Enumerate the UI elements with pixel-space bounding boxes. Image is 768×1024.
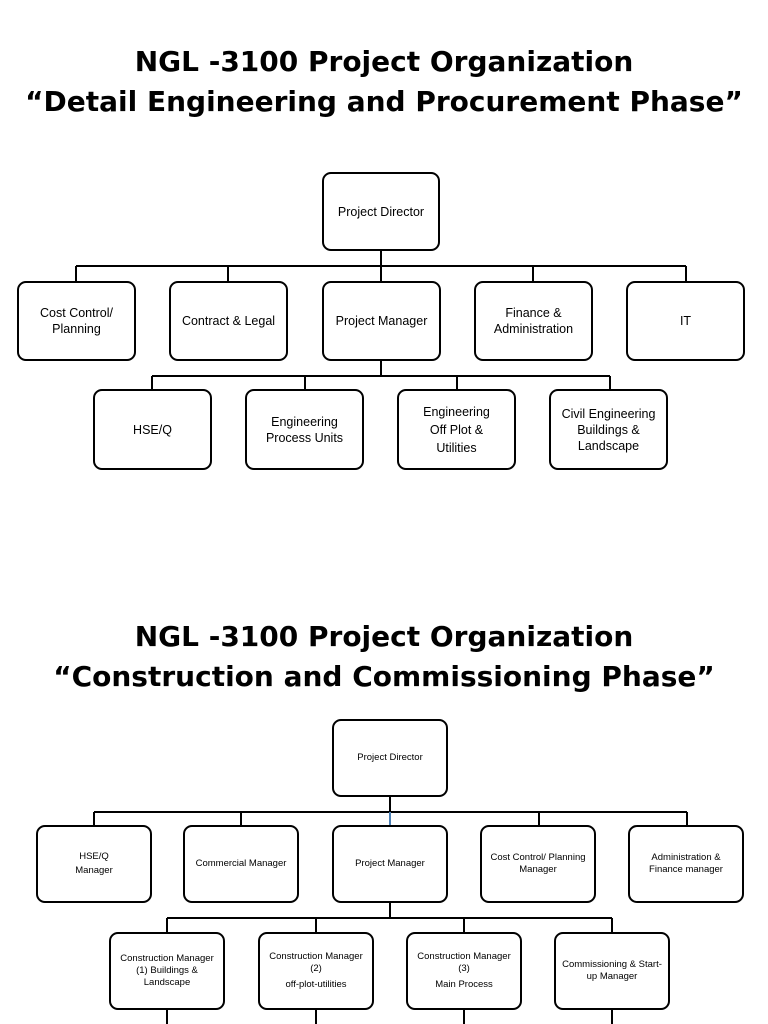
phase1-box-cost-control bbox=[17, 281, 136, 361]
phase1-box-finance-admin bbox=[474, 281, 593, 361]
box-label-line: Cost Control/ bbox=[40, 306, 113, 320]
box-label-line: Contract & Legal bbox=[181, 314, 276, 328]
box-label-line: Administration bbox=[493, 322, 574, 336]
box-label-line: Administration & bbox=[651, 852, 721, 863]
phase1-box-engineering-offplot bbox=[397, 389, 516, 470]
phase2-box-construction-manager-1 bbox=[109, 932, 225, 1010]
box-label-line: Project Manager bbox=[335, 314, 428, 328]
box-label-line: Project Director bbox=[337, 204, 425, 219]
box-label-line: Civil Engineering bbox=[561, 406, 656, 421]
phase2-box-construction-manager-2 bbox=[258, 932, 374, 1010]
box-label-line: Finance manager bbox=[649, 864, 723, 875]
box-label-line: Utilities bbox=[436, 440, 477, 455]
box-label-line: HSE/Q bbox=[79, 851, 109, 862]
box-label-line: Landscape bbox=[143, 977, 191, 988]
phase2-box-construction-manager-3 bbox=[406, 932, 522, 1010]
phase1-box-contract-legal bbox=[169, 281, 288, 361]
box-label-line: Cost Control/ Planning bbox=[490, 852, 586, 863]
phase2-box-hseq-manager bbox=[36, 825, 152, 903]
box-label-line: Engineering bbox=[423, 404, 490, 419]
box-label-line: Construction Manager bbox=[120, 953, 214, 964]
phase2-box-commissioning-manager bbox=[554, 932, 670, 1010]
box-label-line: Engineering bbox=[271, 414, 338, 429]
phase2-title-line2: “Construction and Commissioning Phase” bbox=[53, 660, 715, 693]
box-label-line: Buildings & bbox=[577, 422, 640, 437]
phase2-box-admin-finance-manager bbox=[628, 825, 744, 903]
box-label-line: off-plot-utilities bbox=[285, 979, 347, 990]
phase1-box-it bbox=[626, 281, 745, 361]
phase1-title-line2: “Detail Engineering and Procurement Phase” bbox=[25, 85, 743, 118]
box-label-line: Manager bbox=[75, 865, 113, 876]
box-label-line: Main Process bbox=[435, 979, 493, 990]
phase2-box-commercial-manager bbox=[183, 825, 299, 903]
phase1-box-project-manager bbox=[322, 281, 441, 361]
box-label-line: Landscape bbox=[577, 438, 640, 453]
phase1-box-engineering-process-units bbox=[245, 389, 364, 470]
box-label-line: IT bbox=[679, 314, 692, 328]
box-label-line: (3) bbox=[458, 963, 470, 974]
box-label-line: HSE/Q bbox=[133, 422, 172, 437]
box-label-line: Commissioning & Start- bbox=[562, 959, 662, 970]
box-label-line: up Manager bbox=[586, 971, 638, 982]
phase2-title-line1: NGL -3100 Project Organization bbox=[134, 620, 634, 653]
box-label-line: (1) Buildings & bbox=[136, 965, 198, 976]
phase2-box-project-manager bbox=[332, 825, 448, 903]
box-label-line: Finance & bbox=[505, 306, 562, 320]
box-label-line: Commercial Manager bbox=[195, 858, 287, 869]
phase1-title-line1: NGL -3100 Project Organization bbox=[134, 45, 634, 78]
phase2-box-cost-control-manager bbox=[480, 825, 596, 903]
phase1-box-hseq bbox=[93, 389, 212, 470]
box-label-line: Project Manager bbox=[355, 858, 425, 869]
box-label-line: (2) bbox=[310, 963, 322, 974]
phase2-box-project-director bbox=[332, 719, 448, 797]
box-label-line: Construction Manager bbox=[417, 951, 511, 962]
box-label-line: Manager bbox=[519, 864, 557, 875]
phase1-box-civil-engineering bbox=[549, 389, 668, 470]
box-label-line: Off Plot & bbox=[429, 422, 484, 437]
box-label-line: Planning bbox=[52, 322, 101, 336]
box-label-line: Project Director bbox=[357, 752, 423, 763]
box-label-line: Process Units bbox=[265, 430, 344, 445]
box-label-line: Construction Manager bbox=[269, 951, 363, 962]
phase1-box-project-director bbox=[322, 172, 440, 251]
